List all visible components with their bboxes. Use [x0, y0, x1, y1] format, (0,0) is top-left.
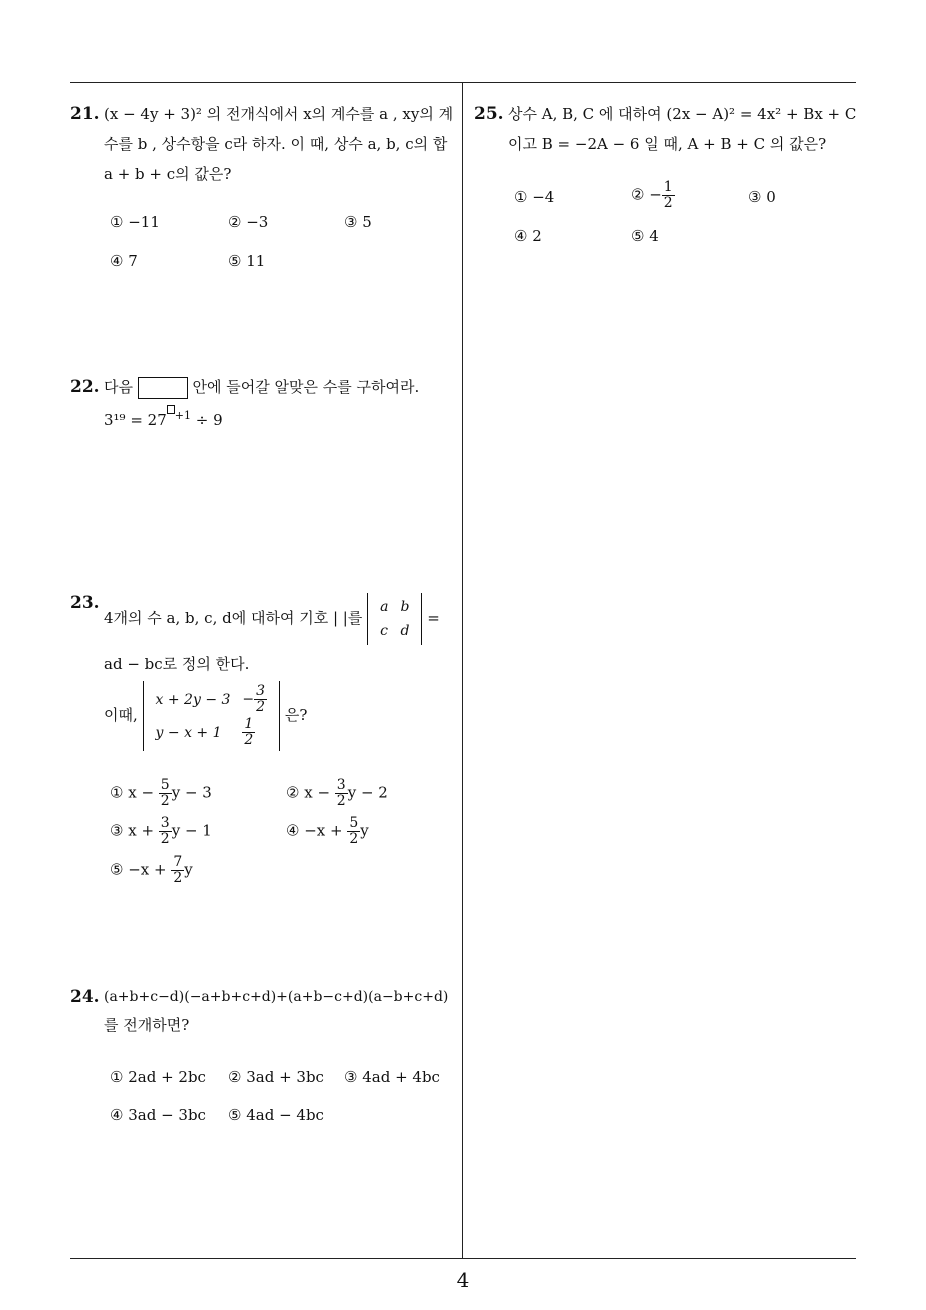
choice-1[interactable]: ① 2ad + 2bc — [110, 1068, 206, 1086]
equation-exponent: +1 — [174, 409, 191, 422]
fraction: $\frac{1}{2}$ — [244, 716, 254, 748]
question-number: 22. — [70, 377, 100, 397]
choice-5[interactable]: ⑤ 4 — [631, 227, 659, 245]
determinant-expression: x + 2y − 3 − $\frac{3}{2}$ y − x + 1 $\frac{1}{2}$ — [143, 681, 281, 751]
choice-3[interactable]: ③ 5 — [344, 213, 372, 231]
choice-1[interactable]: ① x − $\frac{5}{2}$ y − 3 — [110, 777, 212, 809]
question-23-body — [104, 593, 460, 751]
choice-4[interactable]: ④ 2 — [514, 227, 542, 245]
choice-4[interactable]: ④ 7 — [110, 252, 138, 270]
equation-left: 3¹⁹ = 27 — [104, 411, 167, 429]
choice-2[interactable]: ② 3ad + 3bc — [228, 1068, 324, 1086]
choice-5[interactable]: ⑤ 11 — [228, 252, 266, 270]
question-text: 다음 — [104, 378, 133, 396]
question-number: 21. — [70, 104, 100, 124]
column-divider — [462, 83, 463, 1259]
page-number: 4 — [456, 1268, 470, 1292]
choice-3[interactable]: ③ x + $\frac{3}{2}$ y − 1 — [110, 815, 212, 847]
choice-3[interactable]: ③ 4ad + 4bc — [344, 1068, 440, 1086]
question-text-line: 상수 A, B, C 에 대하여 (2x − A)² = 4x² + Bx + C — [508, 105, 857, 123]
question-text-line: 수를 b , 상수항을 c라 하자. 이 때, 상수 a, b, c의 합 — [104, 135, 448, 153]
equals-sign: = — [427, 609, 440, 627]
choice-1[interactable]: ① −4 — [514, 188, 555, 206]
question-text: 4개의 수 a, b, c, d에 대하여 기호 | |를 — [104, 609, 363, 627]
question-text-line: 이고 B = −2A − 6 일 때, A + B + C 의 값은? — [508, 135, 827, 153]
answer-box — [138, 377, 188, 399]
question-text-line: a + b + c의 값은? — [104, 165, 232, 183]
equation-right: ÷ 9 — [190, 411, 223, 429]
question-number: 24. — [70, 987, 100, 1007]
bottom-rule — [70, 1258, 856, 1259]
question-number: 23. — [70, 593, 100, 613]
fraction: $\frac{3}{2}$ — [256, 683, 266, 715]
question-text-line: (a+b+c−d)(−a+b+c+d)+(a+b−c+d)(a−b+c+d) — [104, 989, 449, 1005]
choice-2[interactable]: ② − $\frac{1}{2}$ — [631, 179, 673, 211]
question-text-line: (x − 4y + 3)² 의 전개식에서 x의 계수를 a , xy의 계 — [104, 105, 454, 123]
choice-4[interactable]: ④ −x + $\frac{5}{2}$ y — [286, 815, 369, 847]
choice-4[interactable]: ④ 3ad − 3bc — [110, 1106, 206, 1124]
top-rule — [70, 82, 856, 83]
choice-1[interactable]: ① −11 — [110, 213, 160, 231]
choice-5[interactable]: ⑤ −x + $\frac{7}{2}$ y — [110, 854, 193, 886]
choice-2[interactable]: ② x − $\frac{3}{2}$ y − 2 — [286, 777, 388, 809]
small-box — [167, 405, 175, 414]
choice-3[interactable]: ③ 0 — [748, 188, 776, 206]
choice-2[interactable]: ② −3 — [228, 213, 269, 231]
question-text-line: ad − bc로 정의 한다. — [104, 655, 250, 673]
determinant-symbol: a b c d — [367, 593, 422, 645]
question-number: 25. — [474, 104, 504, 124]
question-text-line: 를 전개하면? — [104, 1016, 190, 1034]
question-text: 이때, — [104, 706, 138, 724]
question-text: 은? — [284, 706, 308, 724]
choice-5[interactable]: ⑤ 4ad − 4bc — [228, 1106, 324, 1124]
question-text: 안에 들어갈 알맞은 수를 구하여라. — [192, 378, 420, 396]
